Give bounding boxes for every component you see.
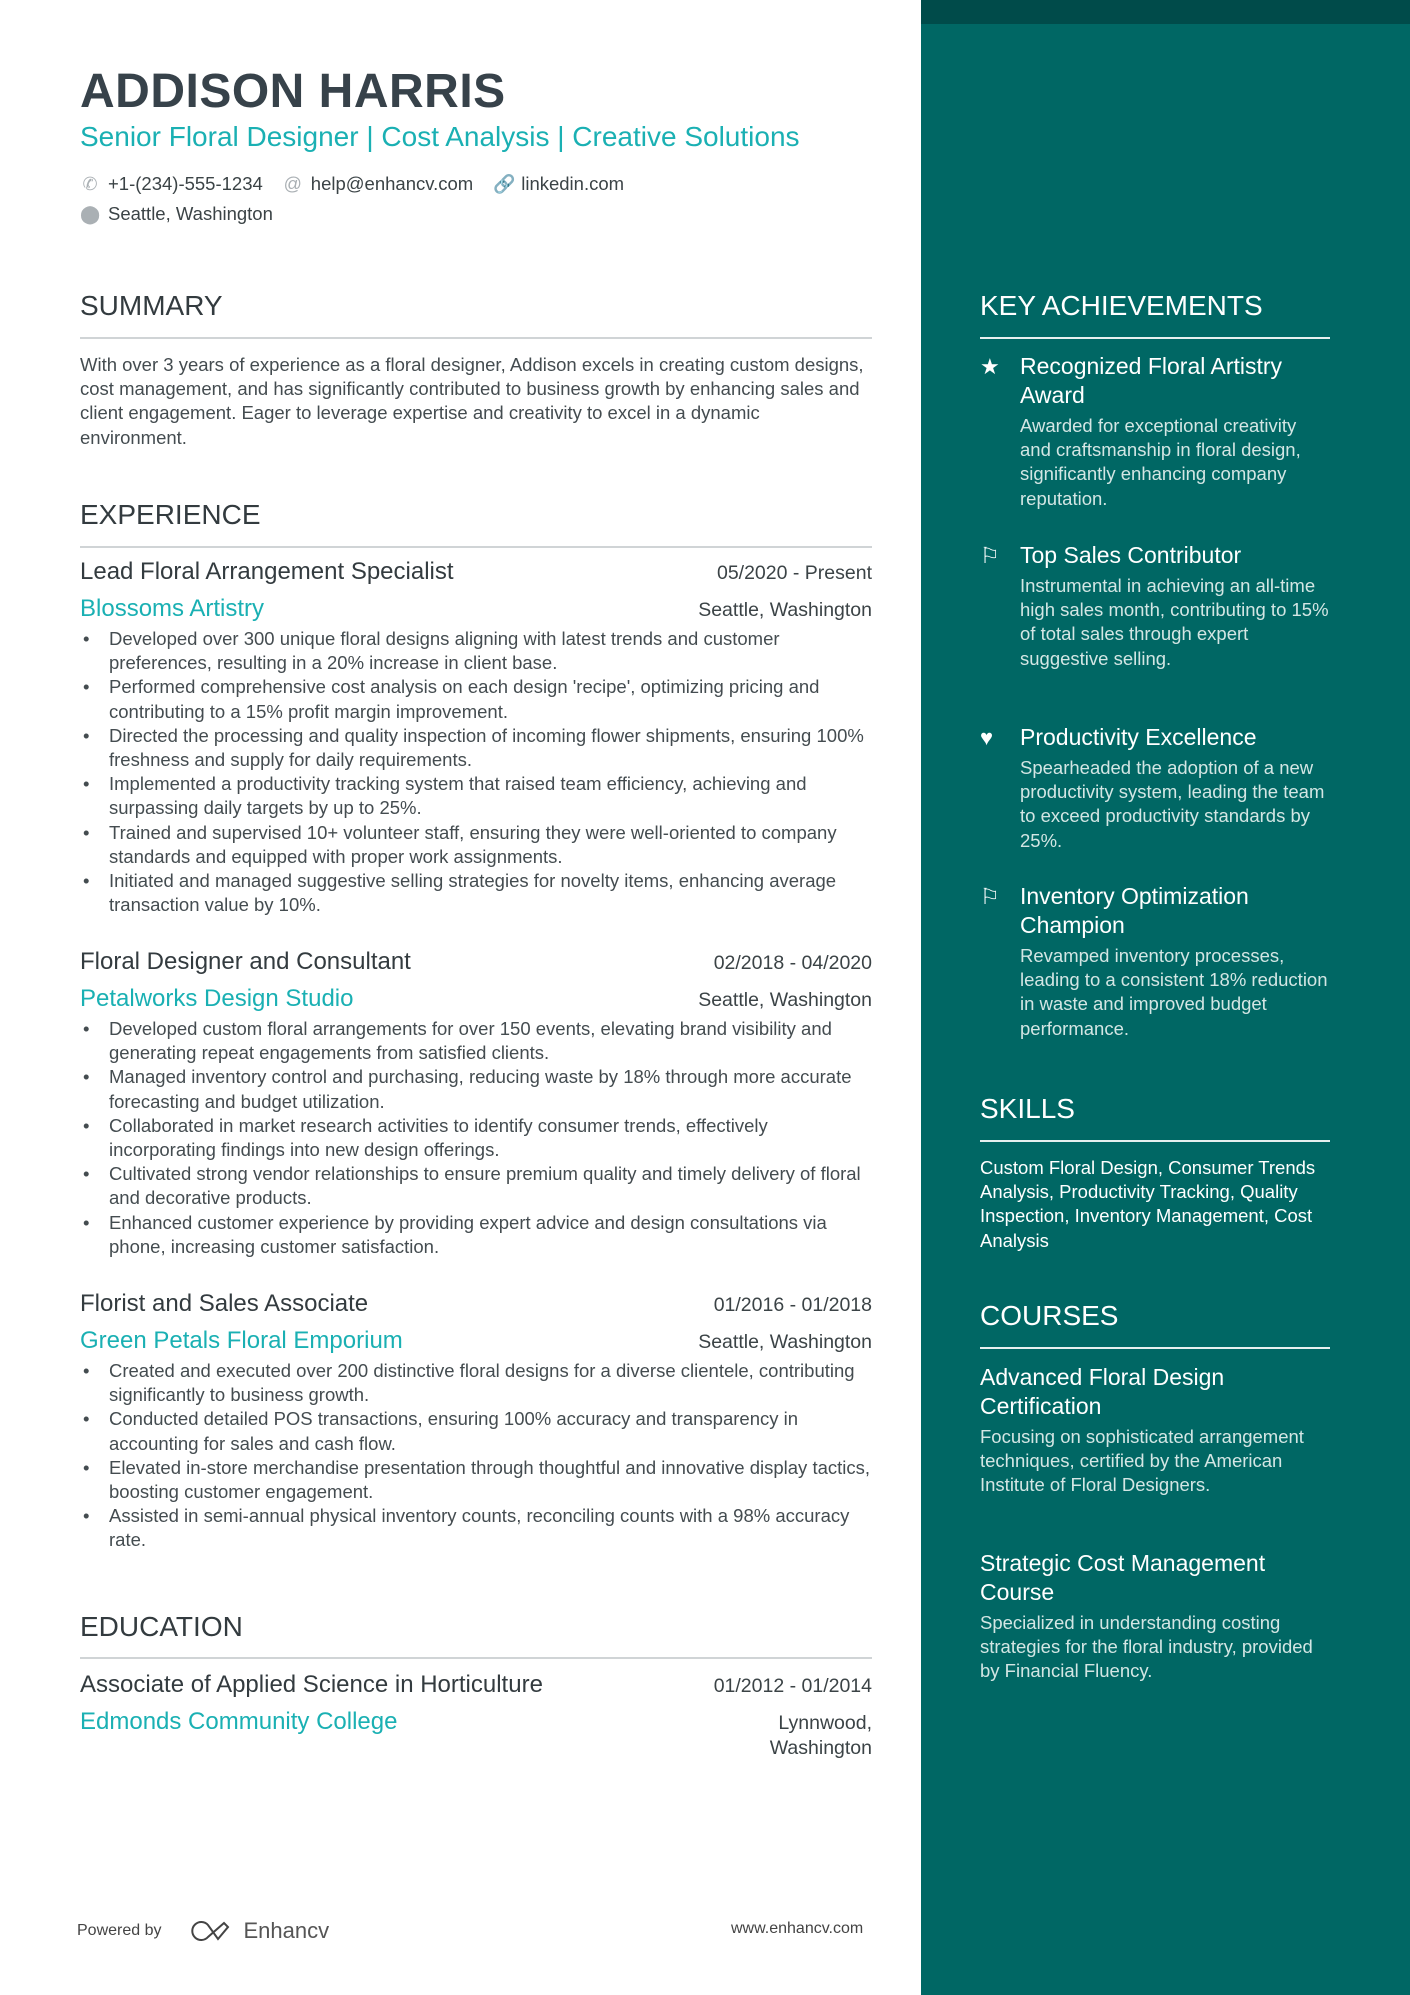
bullet-item: • Created and executed over 200 distinctive floral designs for a diverse clientele, contributing significantly to business growth. [80, 1359, 872, 1407]
candidate-name: ADDISON HARRIS [80, 65, 506, 118]
job-location: Seattle, Washington [698, 989, 872, 1011]
job-entry [80, 1290, 872, 1553]
job-title: Lead Floral Arrangement Specialist [80, 558, 454, 585]
summary-heading: SUMMARY [80, 290, 223, 321]
job-dates: 05/2020 - Present [716, 562, 872, 584]
bullet-item: • Collaborated in market research activities to identify consumer trends, effectively incorporating findings into new design offerings. [80, 1114, 872, 1162]
job-title: Florist and Sales Associate [80, 1290, 369, 1317]
star-icon: ★ [980, 354, 1000, 379]
divider [980, 1347, 1330, 1349]
degree: Associate of Applied Science in Horticulture [80, 1671, 543, 1698]
bullet-item: • Performed comprehensive cost analysis on each design 'recipe', optimizing pricing and contributing to a 15% profit margin improvement. [80, 675, 872, 723]
job-entry [80, 948, 872, 1259]
bullet-item: • Initiated and managed suggestive selling strategies for novelty items, enhancing average transaction value by 10%. [80, 869, 872, 917]
company-name[interactable]: Blossoms Artistry [80, 595, 265, 622]
bullet-item: • Trained and supervised 10+ volunteer staff, ensuring they were well-oriented to company standards and equipped with proper work assignments. [80, 821, 872, 869]
job-bullets [80, 627, 872, 917]
phone[interactable]: +1-(234)-555-1234 [108, 173, 263, 194]
flag-icon: ⚐ [980, 884, 1000, 909]
education-location-line1: Lynnwood, [778, 1712, 872, 1734]
course-title: Advanced Floral Design Certification [980, 1364, 1225, 1419]
heart-icon: ♥ [980, 725, 994, 750]
course-item [980, 1363, 1330, 1498]
company-name[interactable]: Green Petals Floral Emporium [80, 1327, 403, 1354]
enhancv-logo-icon [188, 1919, 234, 1943]
education-location-line2: Washington [769, 1737, 872, 1759]
skills-heading: SKILLS [980, 1093, 1075, 1124]
bullet-item: • Cultivated strong vendor relationships to ensure premium quality and timely delivery of floral and decorative products. [80, 1162, 872, 1210]
achievement-item [980, 882, 1330, 1041]
phone-icon: ✆ [82, 173, 98, 194]
location: Seattle, Washington [108, 203, 273, 224]
link-icon: 🔗 [493, 173, 516, 194]
achievement-item [980, 541, 1330, 671]
bullet-item: • Directed the processing and quality inspection of incoming flower shipments, ensuring 100% freshness and supply for daily requirements. [80, 724, 872, 772]
bullet-item: • Developed custom floral arrangements for over 150 events, elevating brand visibility and generating repeat engagements from satisfied clients. [80, 1017, 872, 1065]
job-dates: 02/2018 - 04/2020 [713, 952, 872, 974]
achievement-desc: Instrumental in achieving an all-time high sales month, contributing to 15% of total sales through expert suggestive selling. [1020, 575, 1329, 669]
at-icon: @ [283, 173, 302, 194]
divider [80, 546, 872, 548]
job-entry [80, 558, 872, 917]
location-pin-icon: ⬤ [80, 203, 101, 224]
bullet-item: • Enhanced customer experience by providing expert advice and design consultations via phone, increasing customer satisfaction. [80, 1211, 872, 1259]
footer-brand [77, 1918, 329, 1944]
education-entry [80, 1671, 872, 1761]
job-location: Seattle, Washington [698, 599, 872, 621]
bullet-item: • Implemented a productivity tracking system that raised team efficiency, achieving and surpassing daily targets by up to 25%. [80, 772, 872, 820]
summary-text: With over 3 years of experience as a floral designer, Addison excels in creating custom designs, cost management, and has significantly contributed to business growth by enhancing sales and client engagement. Eager to leverage expertise and creativity to excel in a dynamic environment. [80, 354, 864, 448]
achievement-desc: Awarded for exceptional creativity and craftsmanship in floral design, significantly enhancing company reputation. [1020, 415, 1301, 509]
course-title: Strategic Cost Management Course [980, 1550, 1266, 1605]
location-row [80, 203, 273, 225]
experience-heading: EXPERIENCE [80, 499, 261, 530]
achievement-desc: Spearheaded the adoption of a new productivity system, leading the team to exceed productivity standards by 25%. [1020, 757, 1325, 851]
achievement-desc: Revamped inventory processes, leading to a consistent 18% reduction in waste and improved budget performance. [1020, 945, 1328, 1039]
email[interactable]: help@enhancv.com [310, 173, 474, 194]
bullet-item: • Conducted detailed POS transactions, ensuring 100% accuracy and transparency in accounting for sales and cash flow. [80, 1407, 872, 1455]
brand-name: Enhancv [243, 1918, 330, 1943]
bullet-item: • Managed inventory control and purchasing, reducing waste by 18% through more accurate forecasting and budget utilization. [80, 1065, 872, 1113]
course-desc: Focusing on sophisticated arrangement techniques, certified by the American Institute of Floral Designers. [980, 1426, 1304, 1496]
bullet-item: • Developed over 300 unique floral designs aligning with latest trends and customer preferences, resulting in a 20% increase in client base. [80, 627, 872, 675]
education-heading: EDUCATION [80, 1611, 243, 1642]
course-desc: Specialized in understanding costing strategies for the floral industry, provided by Financial Fluency. [980, 1612, 1313, 1682]
linkedin-link[interactable]: linkedin.com [521, 173, 625, 194]
flag-icon: ⚐ [980, 543, 1000, 568]
achievement-item [980, 352, 1330, 511]
bullet-item: • Elevated in-store merchandise presentation through thoughtful and innovative display tactics, boosting customer engagement. [80, 1456, 872, 1504]
powered-by: Powered by [77, 1922, 162, 1939]
contact-row [80, 173, 624, 195]
footer-url[interactable]: www.enhancv.com [731, 1920, 864, 1937]
achievements-heading: KEY ACHIEVEMENTS [980, 290, 1263, 321]
skills-text: Custom Floral Design, Consumer Trends Analysis, Productivity Tracking, Quality Inspection, Inventory Management, Cost Analysis [980, 1157, 1316, 1251]
school[interactable]: Edmonds Community College [80, 1708, 398, 1735]
achievement-title: Inventory Optimization Champion [1020, 883, 1249, 938]
company-name[interactable]: Petalworks Design Studio [80, 985, 354, 1012]
bullet-item: • Assisted in semi-annual physical inventory counts, reconciling counts with a 98% accuracy rate. [80, 1504, 872, 1552]
divider [980, 337, 1330, 339]
divider [80, 1657, 872, 1659]
achievement-title: Productivity Excellence [1020, 724, 1257, 750]
course-item [980, 1549, 1330, 1684]
job-title: Floral Designer and Consultant [80, 948, 411, 975]
education-dates: 01/2012 - 01/2014 [713, 1675, 872, 1697]
courses-heading: COURSES [980, 1300, 1119, 1331]
job-bullets [80, 1017, 872, 1259]
job-bullets [80, 1359, 872, 1553]
divider [980, 1140, 1330, 1142]
job-dates: 01/2016 - 01/2018 [713, 1294, 872, 1316]
achievement-item [980, 723, 1330, 853]
divider [80, 337, 872, 339]
job-location: Seattle, Washington [698, 1331, 872, 1353]
sidebar-top-band [921, 0, 1410, 24]
achievement-title: Recognized Floral Artistry Award [1020, 353, 1283, 408]
candidate-title: Senior Floral Designer | Cost Analysis | Creative Solutions [80, 121, 800, 152]
achievement-title: Top Sales Contributor [1020, 542, 1242, 568]
